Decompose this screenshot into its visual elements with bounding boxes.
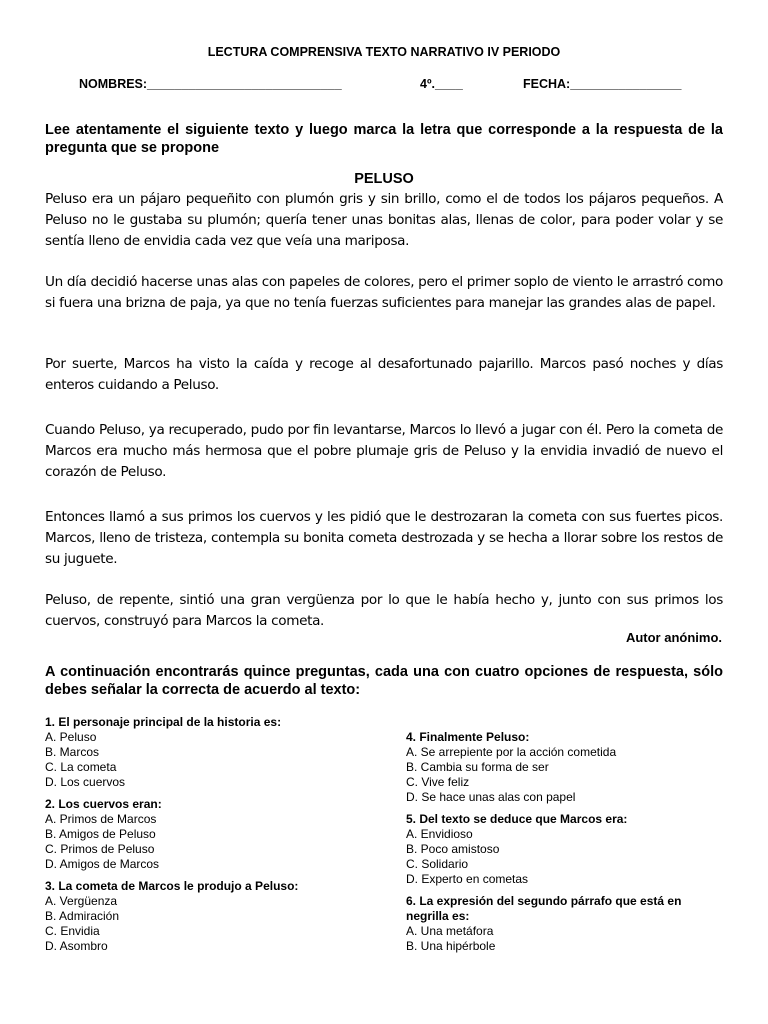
story-paragraph-4: Cuando Peluso, ya recuperado, pudo por fin levantarse, Marcos lo llevó a jugar con él. Pero la cometa de Marcos era mucho más hermosa que el pobre plumaje gris de Peluso y la envidia invadió de nuevo el corazón de Peluso. — [45, 422, 723, 480]
answer-option[interactable]: A. Se arrepiente por la acción cometida — [406, 745, 617, 759]
question-prompt: 3. La cometa de Marcos le produjo a Peluso: — [45, 879, 299, 893]
question-prompt: 5. Del texto se deduce que Marcos era: — [406, 812, 628, 826]
names-field: NOMBRES:____________________________ — [79, 77, 342, 91]
answer-option[interactable]: D. Experto en cometas — [406, 872, 529, 886]
answer-option[interactable]: A. Primos de Marcos — [45, 812, 157, 826]
instructions: Lee atentamente el siguiente texto y luego marca la letra que corresponde a la respuesta de la pregunta que se propone — [45, 122, 723, 156]
answer-option[interactable]: A. Una metáfora — [406, 924, 494, 938]
questions-intro: A continuación encontrarás quince preguntas, cada una con cuatro opciones de respuesta, sólo debes señalar la correcta de acuerdo al texto: — [45, 664, 723, 698]
answer-option[interactable]: C. Solidario — [406, 857, 469, 871]
story-title: PELUSO — [354, 171, 414, 187]
answer-option[interactable]: D. Asombro — [45, 939, 108, 953]
worksheet-title: LECTURA COMPRENSIVA TEXTO NARRATIVO IV PERIODO — [207, 45, 561, 59]
question-prompt: 6. La expresión del segundo párrafo que está en negrilla es: — [406, 894, 682, 923]
answer-option[interactable]: C. Primos de Peluso — [45, 842, 155, 856]
grade-field: 4º.____ — [420, 77, 463, 91]
answer-option[interactable]: D. Amigos de Marcos — [45, 857, 160, 871]
question-prompt: 1. El personaje principal de la historia es: — [45, 715, 282, 729]
story-paragraph-1: Peluso era un pájaro pequeñito con plumón gris y sin brillo, como el de todos los pájaros pequeños. A Peluso no le gustaba su plumón; quería tener unas bonitas alas, llenas de color, para poder volar y se sentía lleno de envidia cada vez que veía una mariposa. — [45, 191, 723, 249]
question-4 — [406, 730, 724, 805]
question-prompt: 4. Finalmente Peluso: — [406, 730, 530, 744]
questions-left-column — [45, 715, 375, 961]
question-1 — [45, 715, 375, 790]
answer-option[interactable]: D. Los cuervos — [45, 775, 126, 789]
author-credit: Autor anónimo. — [625, 630, 722, 645]
question-prompt: 2. Los cuervos eran: — [45, 797, 162, 811]
answer-option[interactable]: A. Peluso — [45, 730, 97, 744]
answer-option[interactable]: C. La cometa — [45, 760, 117, 774]
answer-option[interactable]: D. Se hace unas alas con papel — [406, 790, 576, 804]
question-6 — [406, 894, 724, 954]
question-5 — [406, 812, 724, 887]
answer-option[interactable]: B. Poco amistoso — [406, 842, 500, 856]
question-3 — [45, 879, 375, 954]
answer-option[interactable]: A. Envidioso — [406, 827, 473, 841]
story-paragraph-2: Un día decidió hacerse unas alas con papeles de colores, pero el primer soplo de viento le arrastró como si fuera una brizna de paja, ya que no tenía fuerzas suficientes para manejar las grandes alas de papel. — [45, 274, 723, 311]
question-2 — [45, 797, 375, 872]
story-paragraph-3: Por suerte, Marcos ha visto la caída y recoge al desafortunado pajarillo. Marcos pasó noches y días enteros cuidando a Peluso. — [45, 356, 723, 393]
questions-right-column — [406, 730, 724, 961]
answer-option[interactable]: B. Marcos — [45, 745, 100, 759]
date-field: FECHA:________________ — [523, 77, 682, 91]
story-paragraph-5: Entonces llamó a sus primos los cuervos y les pidió que le destrozaran la cometa con sus fuertes picos. Marcos, lleno de tristeza, contempla su bonita cometa destrozada y se hecha a llorar sobre los restos de su juguete. — [45, 509, 723, 567]
answer-option[interactable]: B. Amigos de Peluso — [45, 827, 156, 841]
answer-option[interactable]: B. Una hipérbole — [406, 939, 496, 953]
answer-option[interactable]: B. Admiración — [45, 909, 120, 923]
story-paragraph-6: Peluso, de repente, sintió una gran vergüenza por lo que le había hecho y, junto con sus primos los cuervos, construyó para Marcos la cometa. — [45, 592, 723, 629]
answer-option[interactable]: B. Cambia su forma de ser — [406, 760, 549, 774]
answer-option[interactable]: C. Vive feliz — [406, 775, 470, 789]
answer-option[interactable]: A. Vergüenza — [45, 894, 118, 908]
answer-option[interactable]: C. Envidia — [45, 924, 100, 938]
